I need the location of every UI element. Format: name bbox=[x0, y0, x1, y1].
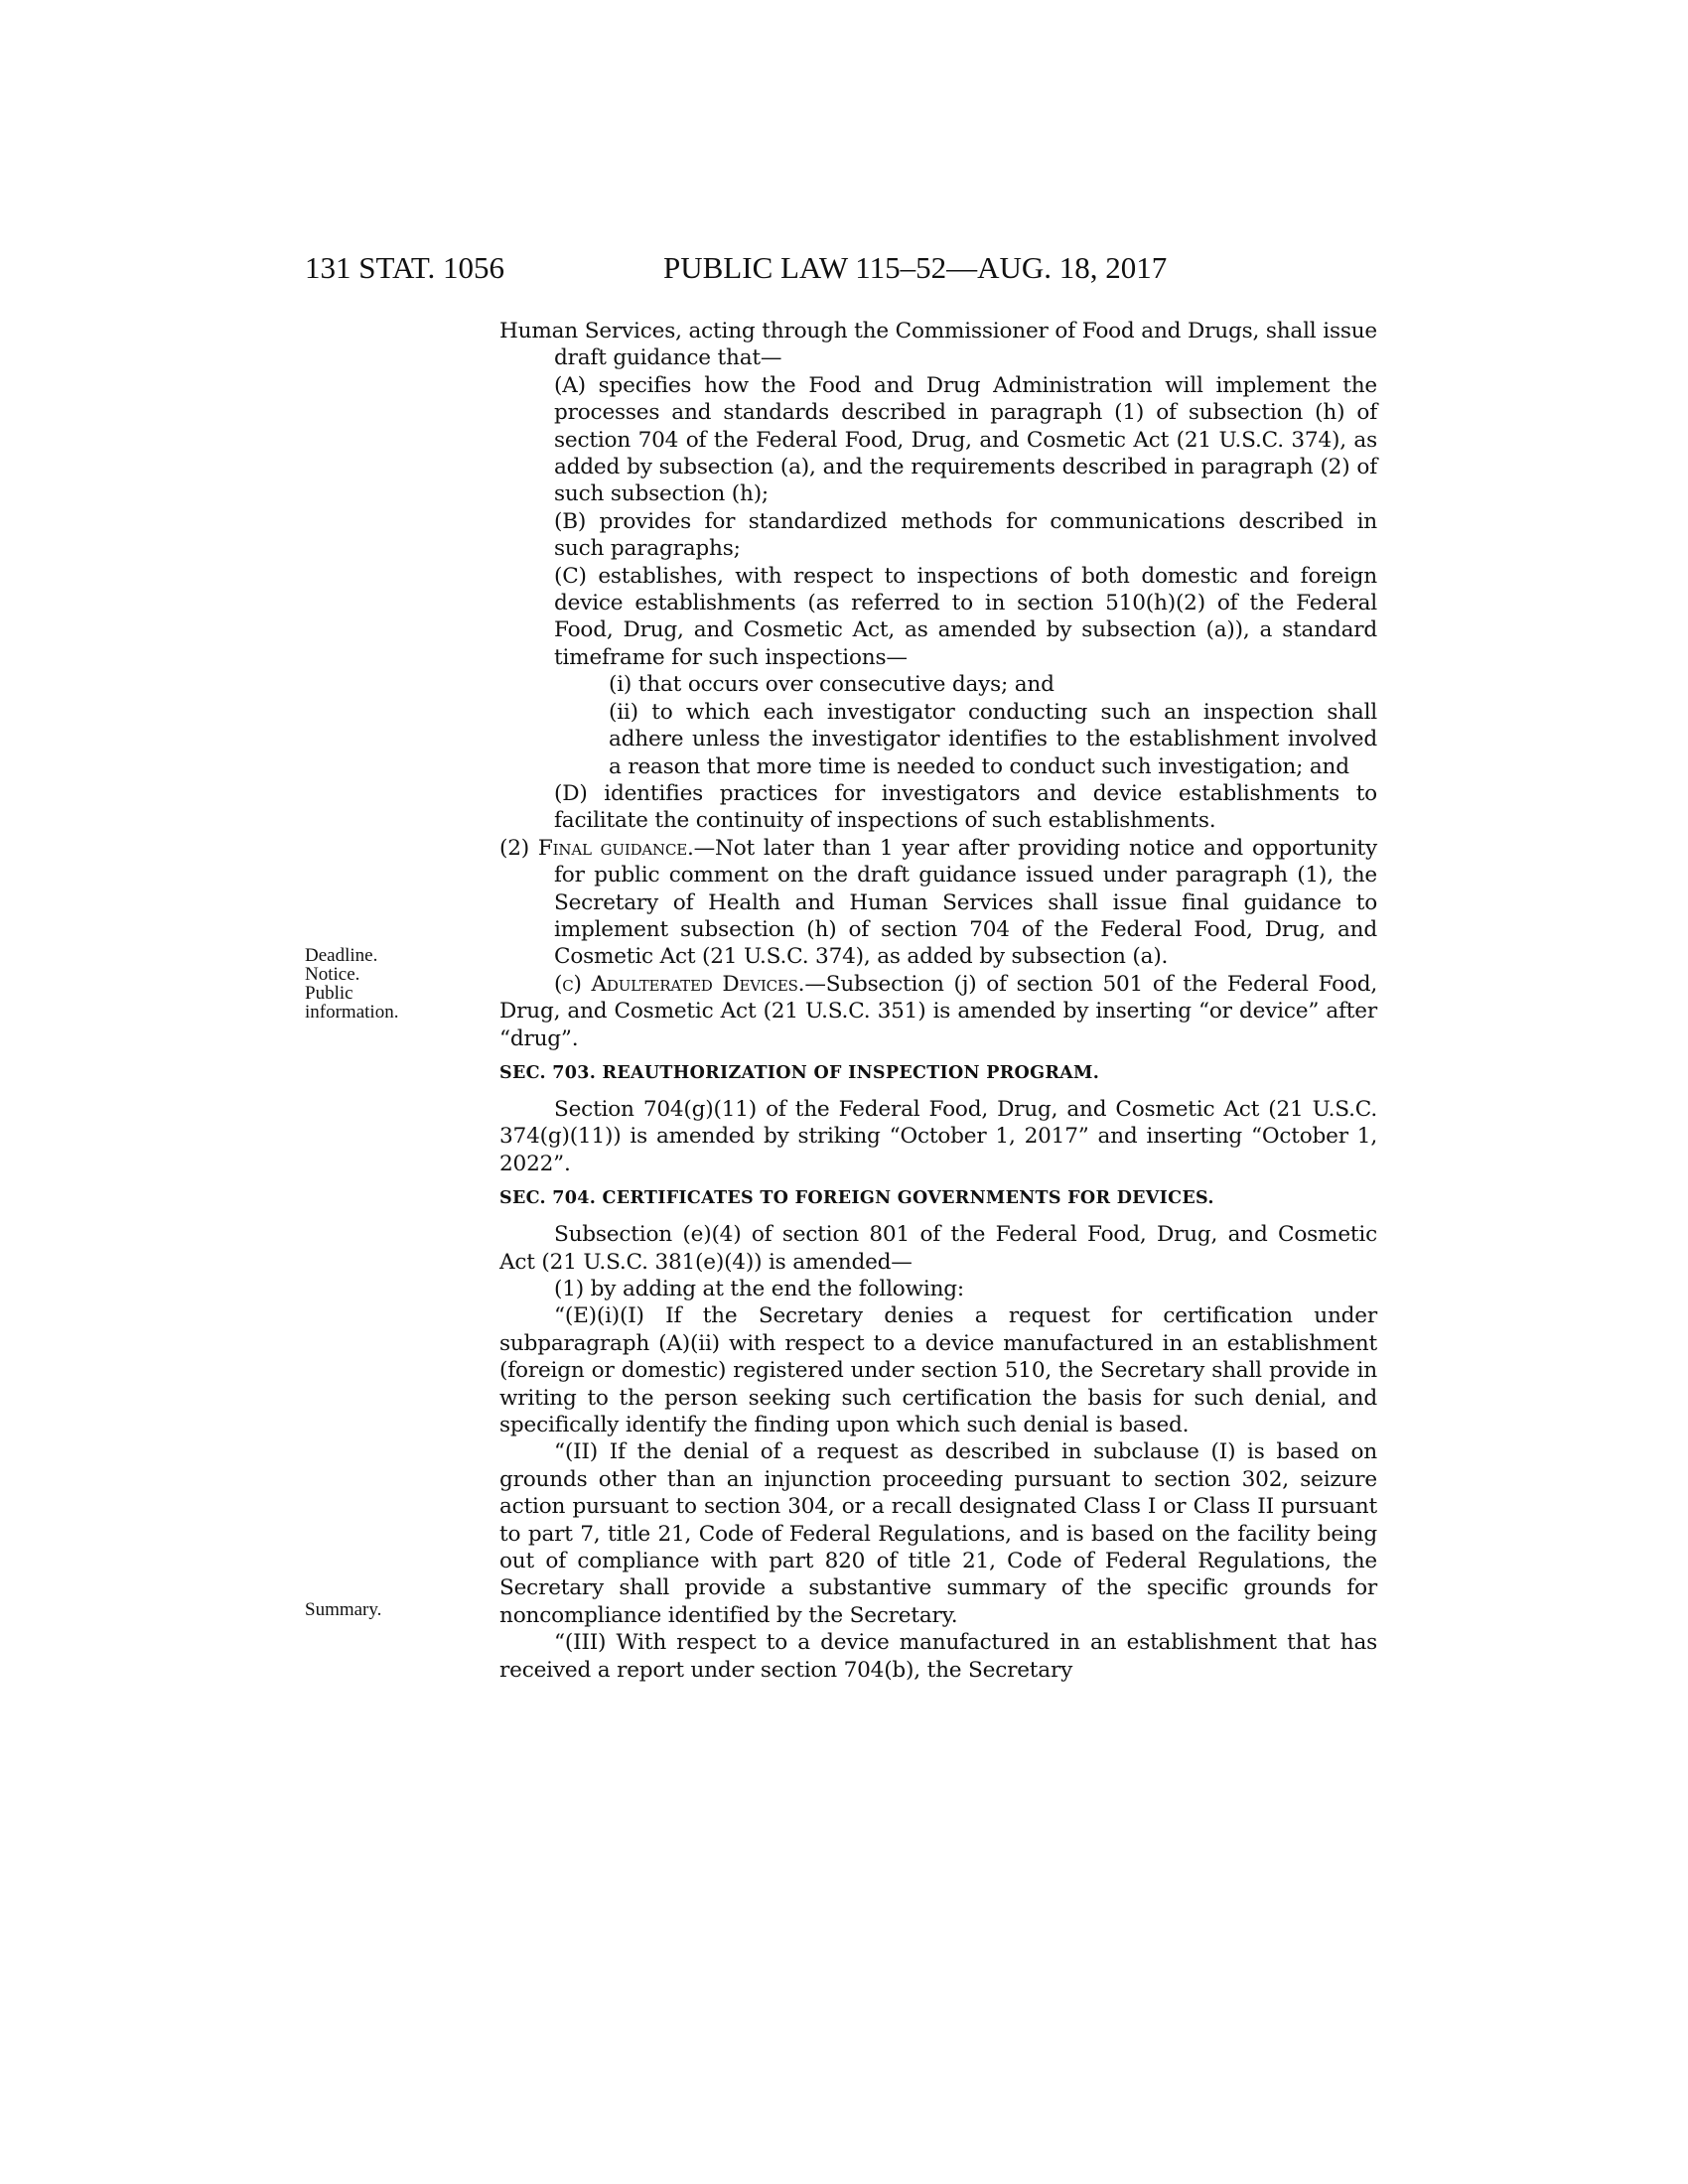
paragraph-section-704: Subsection (e)(4) of section 801 of the Federal Food, Drug, and Cosmetic Act (21 U.S.C. 381(e)(4)) is amended— bbox=[499, 1222, 1377, 1275]
paragraph-heading: (c) Adulterated Devices. bbox=[554, 971, 805, 997]
paragraph-704-1: (1) by adding at the end the following: bbox=[554, 1277, 965, 1301]
running-header bbox=[0, 250, 1688, 290]
margin-note-line: Summary. bbox=[305, 1599, 382, 1620]
section-704-heading: SEC. 704. CERTIFICATES TO FOREIGN GOVERNMENTS FOR DEVICES. bbox=[499, 1188, 1214, 1209]
paragraph-B: (B) provides for standardized methods for communications described in such paragraphs; bbox=[554, 508, 1377, 562]
paragraph-text: —Not later than 1 year after providing notice and opportunity for public comment on the draft guidance issued under paragraph (1), the Secretary of Health and Human Services shall issue final guidance to implement subsection (h) of section 704 of the Federal Food, Drug, and Cosmetic Act (21 U.S.C. 374), as added by subsection (a). bbox=[554, 835, 1377, 970]
section-703-heading: SEC. 703. REAUTHORIZATION OF INSPECTION PROGRAM. bbox=[499, 1062, 1100, 1083]
public-law-reference: PUBLIC LAW 115–52—AUG. 18, 2017 bbox=[663, 250, 1168, 285]
paragraph-III: “(III) With respect to a device manufactured in an establishment that has received a report under section 704(b), the Secretary bbox=[499, 1630, 1377, 1683]
statute-page-reference: 131 STAT. 1056 bbox=[305, 250, 505, 285]
margin-note-line: Notice. bbox=[305, 964, 360, 985]
paragraph-section-703: Section 704(g)(11) of the Federal Food, Drug, and Cosmetic Act (21 U.S.C. 374(g)(11)) is amended by striking “October 1, 2017” and inserting “October 1, 2022”. bbox=[499, 1096, 1377, 1176]
paragraph-heading: (2) Final guidance. bbox=[499, 835, 694, 861]
paragraph-text: —Subsection (j) of section 501 of the Federal Food, Drug, and Cosmetic Act (21 U.S.C. 351) is amended by inserting “or device” after “drug”. bbox=[499, 971, 1377, 1051]
paragraph-C: (C) establishes, with respect to inspections of both domestic and foreign device establishments (as referred to in section 510(h)(2) of the Federal Food, Drug, and Cosmetic Act, as amended by subsection (a)), a standard timeframe for such inspections— bbox=[554, 563, 1377, 670]
paragraph-C-ii: (ii) to which each investigator conducting such an inspection shall adhere unless the investigator identifies to the establishment involved a reason that more time is needed to conduct such investigation; and bbox=[609, 699, 1377, 779]
paragraph-A: (A) specifies how the Food and Drug Administration will implement the processes and standards described in paragraph (1) of subsection (h) of section 704 of the Federal Food, Drug, and Cosmetic Act (21 U.S.C. 374), as added by subsection (a), and the requirements described in paragraph (2) of such subsection (h); bbox=[554, 372, 1377, 507]
margin-note-summary bbox=[305, 1600, 434, 1619]
paragraph-II: “(II) If the denial of a request as described in subclause (I) is based on grounds other than an injunction proceeding pursuant to section 302, seizure action pursuant to section 304, or a recall designated Class I or Class II pursuant to part 7, title 21, Code of Federal Regulations, and is based on the facility being out of compliance with part 820 of title 21, Code of Federal Regulations, the Secretary shall provide a substantive summary of the specific grounds for noncompliance identified by the Secretary. bbox=[499, 1439, 1377, 1628]
margin-note-line: information. bbox=[305, 1002, 399, 1023]
document-body bbox=[499, 318, 1377, 1684]
paragraph-intro: Human Services, acting through the Commissioner of Food and Drugs, shall issue draft guidance that— bbox=[499, 319, 1377, 371]
margin-note-deadline bbox=[305, 946, 434, 1022]
paragraph-c-adulterated-devices bbox=[499, 971, 1377, 1052]
margin-note-line: Deadline. bbox=[305, 945, 378, 966]
paragraph-D: (D) identifies practices for investigators and device establishments to facilitate the continuity of inspections of such establishments. bbox=[554, 780, 1377, 834]
margin-note-line: Public bbox=[305, 983, 353, 1004]
paragraph-E-i-I: “(E)(i)(I) If the Secretary denies a request for certification under subparagraph (A)(ii) with respect to a device manufactured in an establishment (foreign or domestic) registered under section 510, the Secretary shall provide in writing to the person seeking such certification the basis for such denial, and specifically identify the finding upon which such denial is based. bbox=[499, 1303, 1377, 1438]
paragraph-2-final-guidance bbox=[499, 835, 1377, 971]
paragraph-C-i: (i) that occurs over consecutive days; and bbox=[609, 672, 1055, 698]
